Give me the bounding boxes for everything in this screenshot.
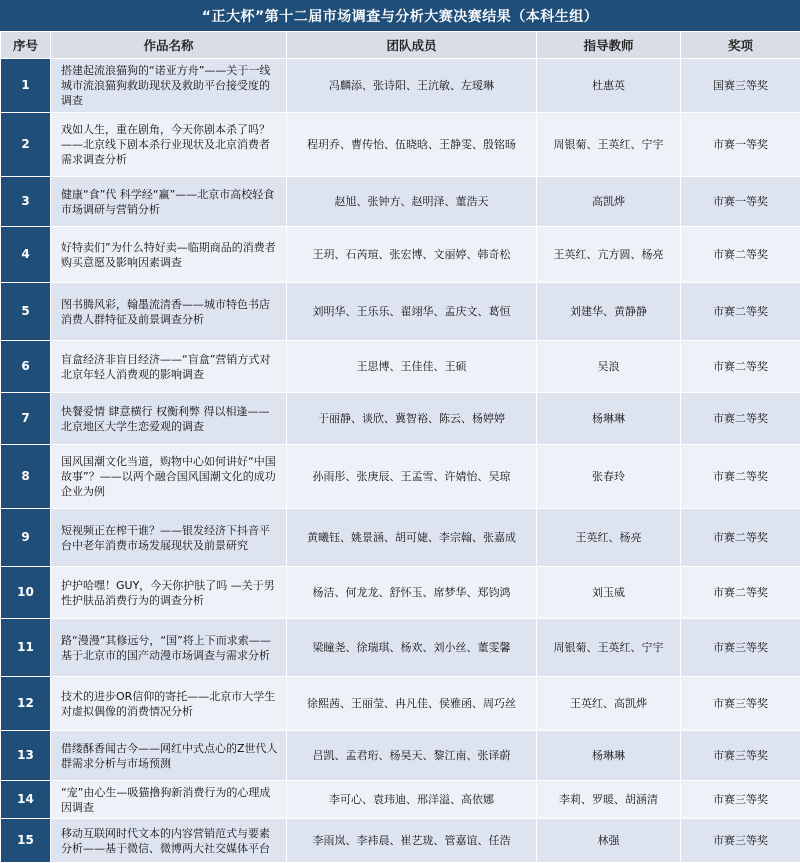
row-award: 市赛二等奖 — [681, 509, 800, 567]
row-work-title: 路“漫漫”其修远兮，“国”将上下而求索——基于北京市的国产动漫市场调查与需求分析 — [51, 619, 287, 677]
row-award: 市赛三等奖 — [681, 819, 800, 863]
row-work-title: 健康“食”代 科学经“赢”——北京市高校轻食市场调研与营销分析 — [51, 177, 287, 227]
row-team-members: 王玥、石芮瑄、张宏博、文丽婷、韩奇松 — [287, 227, 537, 283]
table-row — [1, 619, 800, 677]
table-row — [1, 227, 800, 283]
row-advisor: 周银菊、王英红、宁宇 — [537, 113, 681, 177]
row-advisor: 王英红、高凯烨 — [537, 677, 681, 731]
row-advisor: 吴浪 — [537, 341, 681, 393]
row-award: 市赛三等奖 — [681, 619, 800, 677]
row-award: 市赛二等奖 — [681, 283, 800, 341]
row-work-title: 短视频正在榨干谁？——银发经济下抖音平台中老年消费市场发展现状及前景研究 — [51, 509, 287, 567]
row-advisor: 张春玲 — [537, 445, 681, 509]
row-team-members: 徐熙茜、王丽莹、冉凡佳、侯雅函、周巧丝 — [287, 677, 537, 731]
row-work-title: 技术的进步OR信仰的寄托——北京市大学生对虚拟偶像的消费情况分析 — [51, 677, 287, 731]
row-advisor: 王英红、杨亮 — [537, 509, 681, 567]
row-team-members: 于丽静、谈欣、冀智裕、陈云、杨婷婷 — [287, 393, 537, 445]
row-advisor: 林强 — [537, 819, 681, 863]
row-award: 市赛二等奖 — [681, 393, 800, 445]
row-award: 市赛二等奖 — [681, 341, 800, 393]
row-work-title: 搭建起流浪猫狗的“诺亚方舟”——关于一线城市流浪猫狗救助现状及救助平台接受度的调查 — [51, 59, 287, 113]
row-team-members: 冯麟添、张诗阳、王沆敏、左瑷琳 — [287, 59, 537, 113]
row-index: 10 — [1, 567, 51, 619]
row-award: 市赛三等奖 — [681, 781, 800, 819]
row-team-members: 吕凯、孟君珩、杨昊天、黎江南、张译蔚 — [287, 731, 537, 781]
row-index: 11 — [1, 619, 51, 677]
row-award: 市赛三等奖 — [681, 677, 800, 731]
row-index: 9 — [1, 509, 51, 567]
row-advisor: 杜惠英 — [537, 59, 681, 113]
table-row — [1, 509, 800, 567]
row-index: 4 — [1, 227, 51, 283]
table-header-row — [1, 32, 800, 59]
row-advisor: 刘建华、黄静静 — [537, 283, 681, 341]
row-index: 7 — [1, 393, 51, 445]
row-award: 市赛一等奖 — [681, 177, 800, 227]
page-title: “正大杯”第十二届市场调查与分析大赛决赛结果（本科生组） — [0, 0, 800, 31]
row-work-title: “宠”由心生—吸猫撸狗新消费行为的心理成因调查 — [51, 781, 287, 819]
row-team-members: 赵旭、张钟方、赵明泽、董浩天 — [287, 177, 537, 227]
table-row — [1, 59, 800, 113]
row-work-title: 借缕酥香闻古今——网红中式点心的Z世代人群需求分析与市场预测 — [51, 731, 287, 781]
row-index: 6 — [1, 341, 51, 393]
table-row — [1, 781, 800, 819]
row-index: 8 — [1, 445, 51, 509]
results-table — [0, 31, 800, 863]
table-row — [1, 283, 800, 341]
row-advisor: 杨琳琳 — [537, 393, 681, 445]
row-index: 12 — [1, 677, 51, 731]
row-index: 5 — [1, 283, 51, 341]
header-work-title: 作品名称 — [51, 32, 287, 59]
table-row — [1, 177, 800, 227]
row-work-title: 戏如人生，重在剧角，今天你剧本杀了吗？——北京线下剧本杀行业现状及北京消费者需求调查分析 — [51, 113, 287, 177]
table-row — [1, 445, 800, 509]
row-index: 3 — [1, 177, 51, 227]
row-index: 13 — [1, 731, 51, 781]
header-award: 奖项 — [681, 32, 800, 59]
row-team-members: 黄曦钰、姚景涵、胡可婕、李宗翰、张嘉成 — [287, 509, 537, 567]
row-index: 1 — [1, 59, 51, 113]
row-award: 市赛二等奖 — [681, 227, 800, 283]
row-team-members: 孙雨彤、张庚辰、王孟雪、许婧怡、吴琼 — [287, 445, 537, 509]
row-advisor: 王英红、亢方圆、杨亮 — [537, 227, 681, 283]
row-team-members: 李可心、袁玮迪、邢洋溢、高依娜 — [287, 781, 537, 819]
row-advisor: 周银菊、王英红、宁宇 — [537, 619, 681, 677]
row-advisor: 李莉、罗暖、胡涵清 — [537, 781, 681, 819]
row-work-title: 图书腾风彩，翰墨流清香——城市特色书店消费人群特征及前景调查分析 — [51, 283, 287, 341]
row-team-members: 刘明华、王乐乐、翟翊华、孟庆文、葛恒 — [287, 283, 537, 341]
row-work-title: 国风国潮文化当道，购物中心如何讲好“中国故事”？——以两个融合国风国潮文化的成功企业为例 — [51, 445, 287, 509]
row-work-title: 快餐爱情 肆意横行 权衡利弊 得以相逢——北京地区大学生恋爱观的调查 — [51, 393, 287, 445]
row-team-members: 王思博、王佳佳、王硕 — [287, 341, 537, 393]
row-work-title: 好特卖们”为什么特好卖—临期商品的消费者购买意愿及影响因素调查 — [51, 227, 287, 283]
row-award: 国赛三等奖 — [681, 59, 800, 113]
row-index: 14 — [1, 781, 51, 819]
row-index: 15 — [1, 819, 51, 863]
header-index: 序号 — [1, 32, 51, 59]
row-work-title: 移动互联网时代文本的内容营销范式与要素分析——基于微信、微博两大社交媒体平台 — [51, 819, 287, 863]
row-work-title: 盲盒经济非盲目经济——“盲盒”营销方式对北京年轻人消费观的影响调查 — [51, 341, 287, 393]
row-team-members: 李雨岚、李袆晨、崔艺珑、管嘉谊、任浩 — [287, 819, 537, 863]
row-award: 市赛一等奖 — [681, 113, 800, 177]
table-row — [1, 113, 800, 177]
row-work-title: 护护哈嘿！GUY，今天你护肤了吗 —关于男性护肤品消费行为的调查分析 — [51, 567, 287, 619]
row-advisor: 高凯烨 — [537, 177, 681, 227]
table-row — [1, 393, 800, 445]
row-team-members: 梁瞳尧、徐瑞琪、杨欢、刘小丝、董雯馨 — [287, 619, 537, 677]
row-advisor: 刘玉威 — [537, 567, 681, 619]
table-row — [1, 567, 800, 619]
row-award: 市赛三等奖 — [681, 731, 800, 781]
header-advisor: 指导教师 — [537, 32, 681, 59]
row-award: 市赛二等奖 — [681, 567, 800, 619]
row-award: 市赛二等奖 — [681, 445, 800, 509]
table-row — [1, 677, 800, 731]
row-team-members: 杨洁、何龙龙、舒怀玉、席梦华、郑钧鸿 — [287, 567, 537, 619]
table-row — [1, 819, 800, 863]
row-advisor: 杨琳琳 — [537, 731, 681, 781]
row-team-members: 程玥乔、曹传怡、伍晓晗、王静雯、殷铭旸 — [287, 113, 537, 177]
table-row — [1, 731, 800, 781]
header-team-members: 团队成员 — [287, 32, 537, 59]
table-row — [1, 341, 800, 393]
row-index: 2 — [1, 113, 51, 177]
